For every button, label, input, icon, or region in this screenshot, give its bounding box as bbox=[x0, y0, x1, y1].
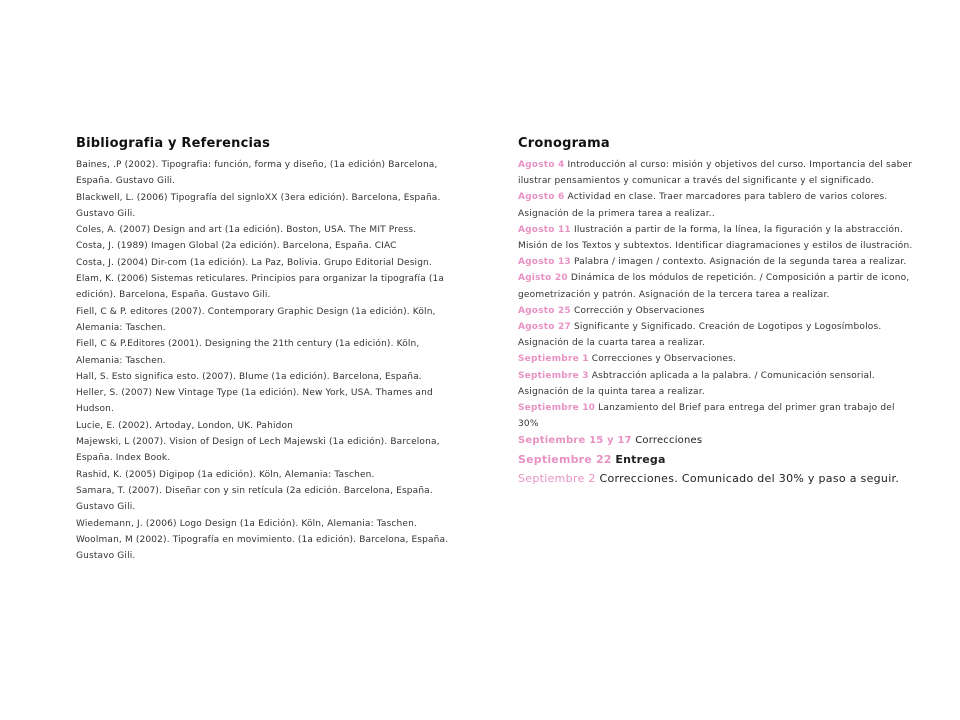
bibliography-list bbox=[76, 157, 466, 564]
schedule-item bbox=[518, 469, 918, 488]
schedule-item bbox=[518, 222, 918, 254]
reference-entry: Wiedemann, J. (2006) Logo Design (1a Edición). Köln, Alemania: Taschen. bbox=[76, 518, 417, 529]
bibliography-title: Bibliografia y Referencias bbox=[76, 136, 271, 151]
schedule-text: Significante y Significado. Creación de Logotipos y Logosímbolos. Asignación de la cuarta tarea a realizar. bbox=[518, 322, 882, 349]
schedule-date: Septiembre 3 bbox=[518, 370, 589, 381]
schedule-text: Palabra / imagen / contexto. Asignación de la segunda tarea a realizar. bbox=[573, 257, 907, 268]
schedule-text: Asbtracción aplicada a la palabra. / Comunicación sensorial. Asignación de la quinta tarea a realizar. bbox=[518, 370, 875, 397]
schedule-item bbox=[518, 400, 918, 432]
schedule-list bbox=[518, 157, 918, 488]
reference-entry: Fiell, C & P. editores (2007). Contemporary Graphic Design (1a edición). Köln, Alemania: Taschen. bbox=[76, 306, 436, 333]
schedule-item bbox=[518, 270, 918, 302]
reference-entry: Elam, K. (2006) Sistemas reticulares. Principios para organizar la tipografía (1a edición). Barcelona, España. Gustavo Gili. bbox=[76, 274, 445, 301]
reference-entry: Woolman, M (2002). Tipografía en movimiento. (1a edición). Barcelona, España. Gustavo Gili. bbox=[76, 534, 449, 562]
schedule-date: Agosto 11 bbox=[518, 224, 571, 235]
schedule-item bbox=[518, 254, 918, 270]
schedule-title: Cronograma bbox=[518, 136, 610, 151]
reference-entry: Rashid, K. (2005) Digipop (1a edición). Köln, Alemania: Taschen. bbox=[76, 469, 375, 480]
schedule-text: Correcciones. Comunicado del 30% y paso a seguir. bbox=[599, 472, 900, 486]
schedule-section bbox=[518, 136, 918, 488]
schedule-date: Septiembre 1 bbox=[518, 354, 589, 365]
schedule-date: Septiembre 2 bbox=[518, 472, 596, 486]
schedule-text: Actividad en clase. Traer marcadores para tablero de varios colores. Asignación de la primera tarea a realizar.. bbox=[518, 192, 888, 219]
reference-entry: Costa, J. (2004) Dir-com (1a edición). La Paz, Bolivia. Grupo Editorial Design. bbox=[76, 257, 432, 268]
schedule-date: Agisto 20 bbox=[518, 273, 568, 284]
schedule-date: Agosto 27 bbox=[518, 322, 571, 333]
reference-entry: Blackwell, L. (2006) Tipografía del signloXX (3era edición). Barcelona, España. Gustavo Gili. bbox=[76, 192, 441, 219]
schedule-text: Correcciones y Observaciones. bbox=[591, 354, 737, 365]
schedule-text: Corrección y Observaciones bbox=[573, 305, 705, 316]
schedule-item bbox=[518, 450, 918, 469]
schedule-item bbox=[518, 319, 918, 351]
schedule-date: Agosto 25 bbox=[518, 305, 571, 316]
reference-entry: Hall, S. Esto significa esto. (2007). Blume (1a edición). Barcelona, España. bbox=[76, 371, 422, 382]
schedule-text: Entrega bbox=[615, 453, 666, 467]
reference-entry: Baines, .P (2002). Tipografia: función, forma y diseño, (1a edición) Barcelona, España. Gustavo Gili. bbox=[76, 160, 438, 187]
schedule-item bbox=[518, 157, 918, 189]
schedule-date: Agosto 13 bbox=[518, 257, 571, 268]
schedule-text: Dinámica de los módulos de repetición. / Composición a partir de icono, geometrización y patrón. Asignación de la tercera tarea a realizar. bbox=[518, 273, 910, 300]
reference-entry: Fiell, C & P.Editores (2001). Designing the 21th century (1a edición). Köln, Alemania: Taschen. bbox=[76, 339, 420, 366]
reference-entry: Lucie, E. (2002). Artoday, London, UK. Pahidon bbox=[76, 420, 293, 431]
schedule-text: Correcciones bbox=[635, 435, 703, 447]
reference-entry: Heller, S. (2007) New Vintage Type (1a edición). New York, USA. Thames and Hudson. bbox=[76, 388, 433, 415]
schedule-text: Lanzamiento del Brief para entrega del primer gran trabajo del 30% bbox=[518, 403, 895, 430]
schedule-date: Septiembre 10 bbox=[518, 403, 596, 414]
schedule-item bbox=[518, 351, 918, 367]
schedule-date: Septiembre 15 y 17 bbox=[518, 435, 632, 447]
schedule-text: Introducción al curso: misión y objetivos del curso. Importancia del saber ilustrar pensamientos y comunicar a través del significante y el significado. bbox=[518, 160, 913, 187]
reference-entry: Coles, A. (2007) Design and art (1a edición). Boston, USA. The MIT Press. bbox=[76, 225, 417, 236]
schedule-date: Agosto 6 bbox=[518, 192, 565, 203]
bibliography-section bbox=[76, 136, 466, 564]
reference-entry: Costa, J. (1989) Imagen Global (2a edición). Barcelona, España. CIAC bbox=[76, 241, 397, 252]
schedule-date: Agosto 4 bbox=[518, 160, 565, 170]
schedule-date: Septiembre 22 bbox=[518, 453, 612, 467]
schedule-item bbox=[518, 368, 918, 400]
reference-entry: Samara, T. (2007). Diseñar con y sin retícula (2a edición. Barcelona, España. Gustavo Gili. bbox=[76, 485, 433, 513]
schedule-text: Ilustración a partir de la forma, la línea, la figuración y la abstracción. Misión de los Textos y subtextos. Identificar diagramaciones y estilos de ilustración. bbox=[518, 224, 913, 252]
reference-entry: Majewski, L (2007). Vision of Design of Lech Majewski (1a edición). Barcelona, España. Index Book. bbox=[76, 437, 440, 464]
schedule-item bbox=[518, 303, 918, 319]
schedule-item bbox=[518, 189, 918, 221]
schedule-item bbox=[518, 432, 918, 450]
